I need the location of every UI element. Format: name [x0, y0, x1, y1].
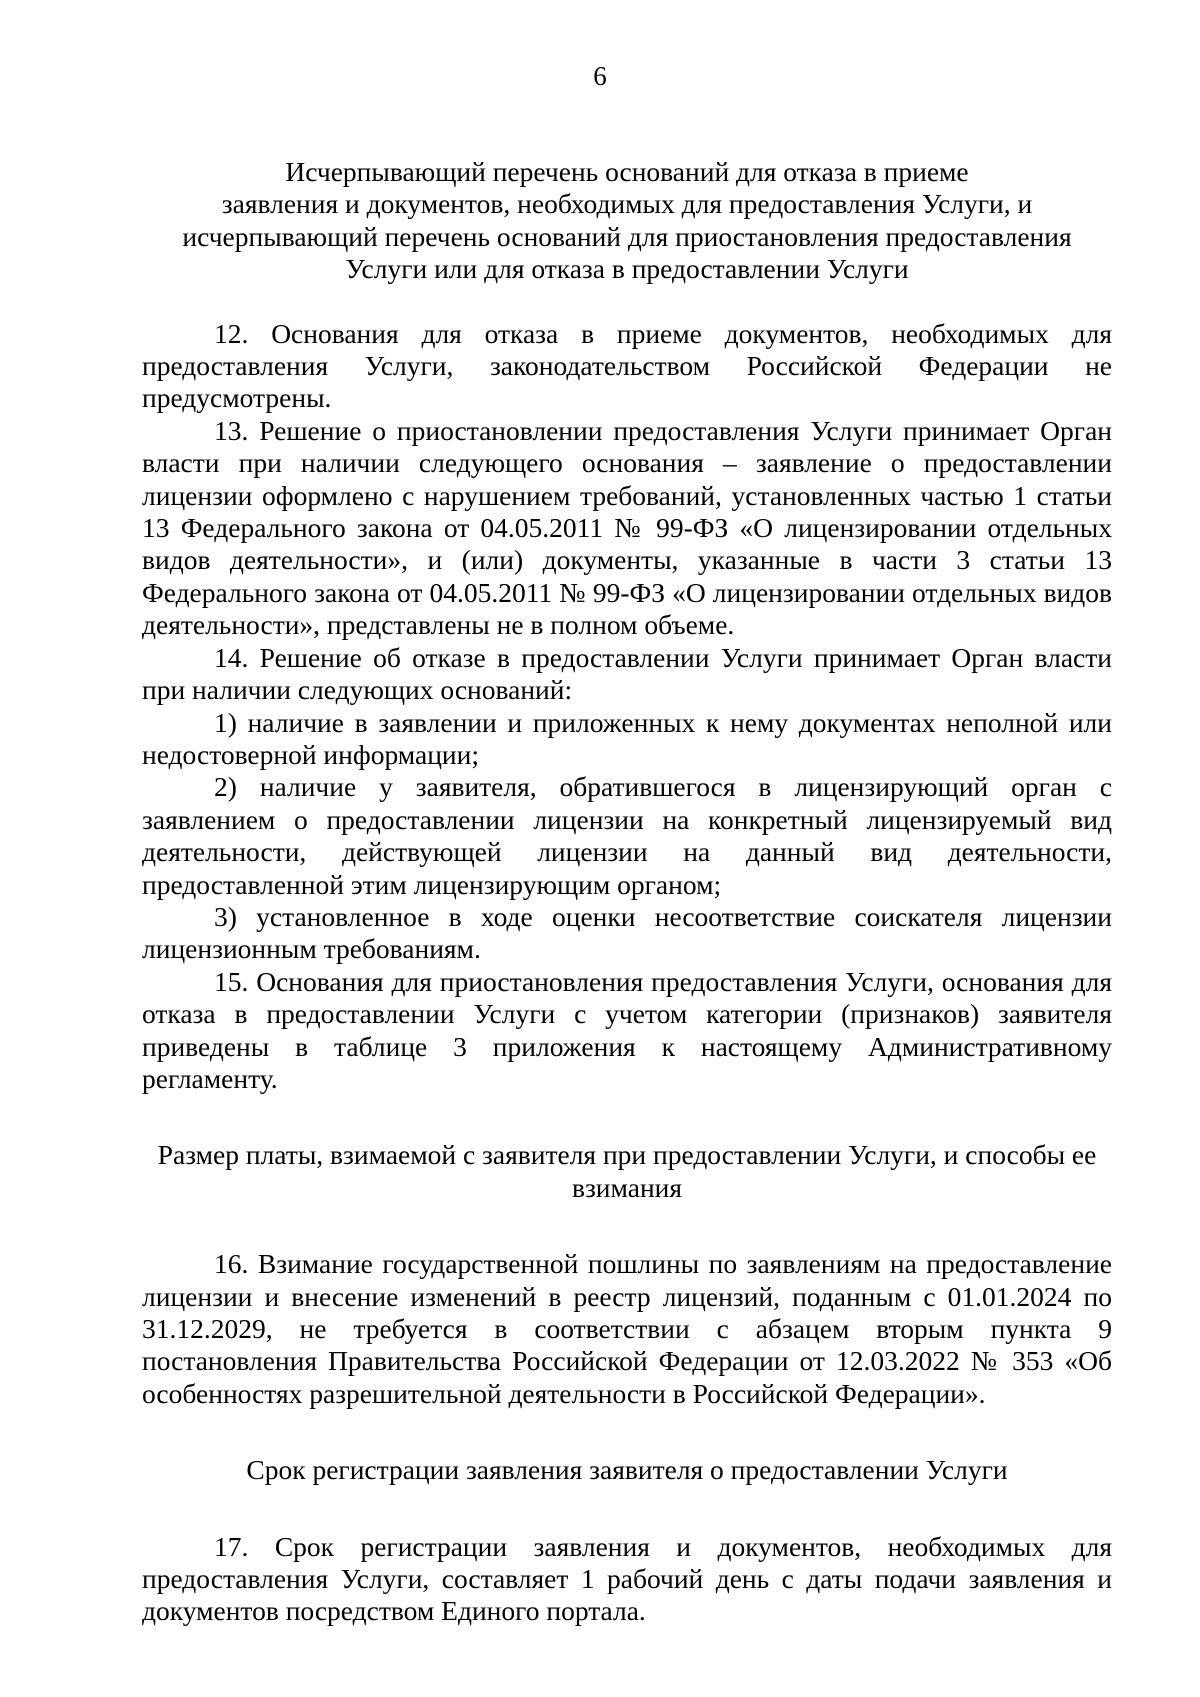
spacer — [142, 1095, 1112, 1139]
heading-line: Исчерпывающий перечень оснований для отказа в приеме — [285, 156, 969, 187]
document-body — [142, 156, 1112, 1628]
page-number: 6 — [593, 61, 607, 91]
paragraph-17: 17. Срок регистрации заявления и документов, необходимых для предоставления Услуги, составляет 1 рабочий день с даты подачи заявления и документов посредством Единого портала. — [142, 1530, 1112, 1627]
paragraph-13: 13. Решение о приостановлении предоставления Услуги принимает Орган власти при наличии следующего основания – заявление о предоставлении лицензии оформлено с нарушением требований, установленных частью 1 статьи 13 Федерального закона от 04.05.2011 № 99-ФЗ «О лицензировании отдельных видов деятельности», и (или) документы, указанные в части 3 статьи 13 Федерального закона от 04.05.2011 № 99-ФЗ «О лицензировании отдельных видов деятельности», представлены не в полном объеме. — [142, 414, 1112, 641]
paragraph-14-item-1: 1) наличие в заявлении и приложенных к нему документах неполной или недостоверной информации; — [142, 706, 1112, 770]
section-heading-fee — [142, 1139, 1112, 1204]
heading-line: заявления и документов, необходимых для предоставления Услуги, и — [221, 188, 1033, 220]
heading-line: Услуги или для отказа в предоставлении Услуги — [345, 253, 909, 285]
paragraph-14-item-2: 2) наличие у заявителя, обратившегося в лицензирующий орган с заявлением о предоставлении лицензии на конкретный лицензируемый вид деятельности, действующей лицензии на данный вид деятельности, предоставленной этим лицензирующим органом; — [142, 771, 1112, 900]
paragraph-14: 14. Решение об отказе в предоставлении Услуги принимает Орган власти при наличии следующих оснований: — [142, 641, 1112, 706]
spacer — [142, 1487, 1112, 1531]
paragraph-14-item-3: 3) установленное в ходе оценки несоответствие соискателя лицензии лицензионным требованиям. — [142, 900, 1112, 965]
heading-line: Срок регистрации заявления заявителя о предоставлении Услуги — [246, 1454, 1008, 1486]
spacer — [142, 1410, 1112, 1454]
heading-line: взимания — [571, 1171, 683, 1203]
paragraph-15: 15. Основания для приостановления предоставления Услуги, основания для отказа в предоставлении Услуги с учетом категории (признаков) заявителя приведены в таблице 3 приложения к настоящему Административному регламенту. — [142, 965, 1112, 1094]
paragraph-12: 12. Основания для отказа в приеме документов, необходимых для предоставления Услуги, законодательством Российской Федерации не предусмотрены. — [142, 317, 1112, 414]
section-heading-registration-term — [142, 1454, 1112, 1486]
heading-line: Размер платы, взимаемой с заявителя при предоставлении Услуги, и способы ее — [157, 1139, 1097, 1171]
heading-line: исчерпывающий перечень оснований для приостановления предоставления — [182, 220, 1072, 252]
paragraph-16: 16. Взимание государственной пошлины по заявлениям на предоставление лицензии и внесение изменений в реестр лицензий, поданным с 01.01.2024 по 31.12.2029, не требуется в соответствии с абзацем вторым пункта 9 постановления Правительства Российской Федерации от 12.03.2022 № 353 «Об особенностях разрешительной деятельности в Российской Федерации». — [142, 1248, 1112, 1409]
section-heading-refusal-grounds — [142, 156, 1112, 286]
spacer — [142, 286, 1112, 318]
spacer — [142, 1204, 1112, 1248]
